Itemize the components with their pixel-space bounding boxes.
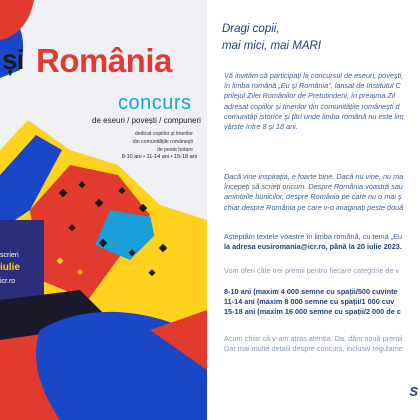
submission-paragraph — [224, 232, 420, 252]
inspiration-paragraph — [224, 172, 420, 213]
dedicated-line: din comunitățile românești — [132, 139, 193, 145]
invitation-letter — [207, 0, 420, 420]
text-line: Dacă vine inspirația, e foarte bine. Dacă nu vine, nu ma — [224, 172, 404, 181]
concurs-label: concurs — [118, 92, 192, 114]
text-line: comunități istorice și țări unde limba română nu este lim — [224, 111, 404, 121]
category-list — [224, 287, 420, 318]
age-categories: 8-10 ani • 11-14 ani • 15-18 ani — [121, 154, 197, 160]
greeting-line-1: Dragi copii, — [222, 23, 280, 35]
category-item: 11-14 ani (maxim 8 000 semne cu spații/1 000 cuv — [224, 297, 395, 307]
text-line: Vă invităm să participați la concursul de eseuri, povești, — [224, 71, 404, 80]
contest-poster — [0, 0, 207, 420]
text-line: Dar mai multe detalii despre concurs, inclusiv regulame — [224, 344, 403, 354]
title-prefix: și — [2, 44, 24, 75]
side-text: iulie — [0, 262, 21, 273]
text-line: în limba română „Eu și România”, lansat de Institutul C — [224, 81, 401, 91]
poster-title: România — [36, 42, 172, 79]
category-item: 15-18 ani (maxim 16 000 semne cu spații/2 000 de c — [224, 307, 401, 317]
submission-deadline: la adresa eusiromania@icr.ro, până la 20 iulie 2023. — [224, 242, 402, 252]
text-line: adresat copiilor și tinerilor din comunitățile românești d — [224, 101, 400, 111]
text-line: Vom oferi câte trei premii pentru fiecare categorie de v — [224, 266, 400, 275]
text-line: chiar despre România pe care v-o imaginați peste două — [224, 202, 404, 212]
prizes-intro — [224, 266, 420, 276]
dedicated-line: dedicat copiilor și tinerilor — [134, 131, 193, 137]
category-item: 8-10 ani (maxim 4 000 semne cu spații/500 cuvinte — [224, 287, 398, 296]
side-text: scrieri — [0, 252, 19, 259]
signature: S — [409, 384, 418, 399]
text-line: Acum chiar că v-am atras atenția. Da, dăm nouă premii — [224, 334, 403, 343]
text-line: amintirile bunicilor, despre România pe care nu o mai ș — [224, 192, 402, 202]
text-line: vârste între 8 și 18 ani. — [224, 122, 298, 132]
text-line: începeți să scrieți oricum. Despre România voastră sau — [224, 182, 403, 192]
text-line: prilejul Zilei Românilor de Pretutindeni, în preajma Zil — [224, 91, 396, 101]
greeting-line-2: mai mici, mai MARI — [222, 40, 322, 52]
dedicated-line: de peste hotare — [156, 147, 193, 153]
intro-paragraph — [224, 71, 420, 132]
text-line: Așteptăm textele voastre în limba română, cu tema „Eu — [224, 232, 403, 241]
side-text: icr.ro — [0, 278, 16, 285]
closing-paragraph — [224, 334, 420, 354]
poster-subtitle: de eseuri / povești / compuneri — [92, 116, 201, 125]
